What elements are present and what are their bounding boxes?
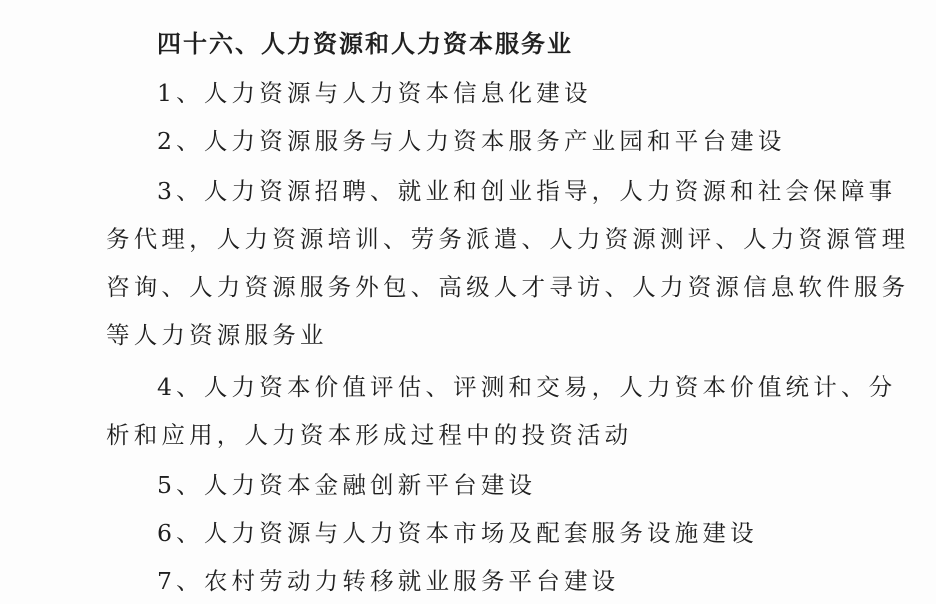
list-item-7: 7、农村劳动力转移就业服务平台建设: [157, 567, 620, 595]
list-item-3-line-3: 咨询、人力资源服务外包、高级人才寻访、人力资源信息软件服务: [106, 273, 910, 301]
list-item-3-line-2: 务代理，人力资源培训、劳务派遣、人力资源测评、人力资源管理: [106, 225, 910, 253]
list-item-4-line-1: 4、人力资本价值评估、评测和交易，人力资本价值统计、分: [157, 373, 897, 401]
list-item-1: 1、人力资源与人力资本信息化建设: [157, 79, 592, 107]
list-item-5: 5、人力资本金融创新平台建设: [157, 471, 537, 499]
list-item-6: 6、人力资源与人力资本市场及配套服务设施建设: [157, 519, 758, 547]
list-item-3-line-1: 3、人力资源招聘、就业和创业指导，人力资源和社会保障事: [157, 177, 897, 205]
list-item-2: 2、人力资源服务与人力资本服务产业园和平台建设: [157, 127, 786, 155]
section-heading: 四十六、人力资源和人力资本服务业: [157, 29, 573, 58]
list-item-3-line-4: 等人力资源服务业: [106, 321, 328, 349]
list-item-4-line-2: 析和应用，人力资本形成过程中的投资活动: [106, 421, 633, 449]
